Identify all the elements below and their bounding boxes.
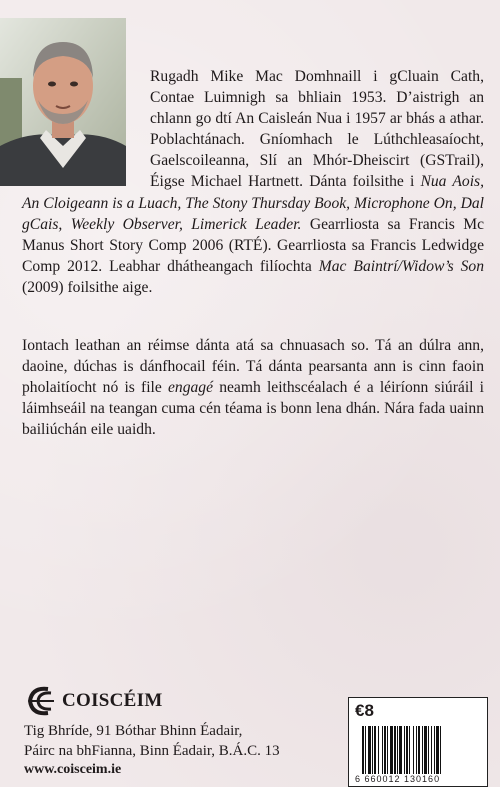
barcode-bar (390, 726, 393, 774)
review-part1: Iontach leathan an réimse dánta atá sa chnuasach so. Tá an dúlra ann, daoine, dúchas is dánfhocail féin. Tá dánta pearsanta ann is cinn faoin pholaitíocht nó is file (22, 337, 484, 397)
barcode-bar (413, 726, 414, 774)
barcode-bar (387, 726, 388, 774)
bio-book-title: Mac Baintrí/Widow’s Son (318, 257, 484, 275)
review-italic-word: engagé (167, 379, 214, 397)
bio-awards: Gearrliosta sa Francis Mc Manus Short Story Comp 2006 (RTÉ). Gearrliosta sa Francis Ledwidge Comp 2012. Leabhar dhátheangach filíochta (22, 215, 484, 275)
barcode-bar (365, 726, 366, 774)
barcode-bar (399, 726, 402, 774)
barcode-bar (434, 726, 435, 774)
barcode-bar (362, 726, 364, 774)
price-label: €8 (355, 701, 374, 720)
barcode-bar (382, 726, 383, 774)
book-review (22, 335, 484, 440)
publisher-address (24, 721, 324, 761)
barcode-bar (440, 726, 441, 774)
bio-intro: Rugadh Mike Mac Domhnaill i gCluain Cath, Contae Luimnigh sa bhliain 1953. D’aistrigh an chlann go dtí An Caisleán Nua i 1957 ar bhás a athar. Poblachtánach. Gníomhach le Lúthchleasaíocht, Gaelscoileanna, Slí an Mhór-Dheiscirt (GSTrail), Éigse Michael Hartnett. Dánta foilsithe i (150, 68, 484, 191)
barcode-icon (361, 726, 477, 774)
barcode-bar (418, 726, 420, 774)
publisher-name: COISCÉIM (62, 690, 163, 711)
price-barcode-box (348, 697, 488, 787)
barcode-digits: 6 660012 130160 (355, 774, 441, 784)
barcode-bar (378, 726, 379, 774)
coisceim-logo-icon (24, 685, 58, 717)
publisher-website[interactable]: www.coisceim.ie (24, 762, 122, 777)
photo-spacer (22, 66, 150, 182)
bio-publications: Nua Aois, An Cloigeann is a Luach, The Stony Thursday Book, Microphone On, Dal gCais, Weekly Observer, Limerick Leader. (22, 173, 484, 233)
author-bio (22, 66, 484, 298)
address-line-2: Páirc na bhFianna, Binn Éadair, B.Á.C. 13 (24, 743, 280, 759)
barcode-bar (424, 726, 427, 774)
barcode-bar (406, 726, 408, 774)
barcode-bar (397, 726, 398, 774)
barcode-bar (374, 726, 376, 774)
barcode-bar (422, 726, 423, 774)
barcode-bar (384, 726, 386, 774)
bio-book-tail: (2009) foilsithe aige. (22, 278, 153, 296)
barcode-bar (431, 726, 432, 774)
review-part2: neamh leithscéalach é a léiríonn siúráil i láimhseáil na teangan cuma cén téama is bonn lena dhán. Nára fada uainn bailiúchán eile uaidh. (22, 379, 485, 439)
publisher-block (24, 685, 324, 761)
barcode-bar (394, 726, 396, 774)
barcode-bar (404, 726, 405, 774)
barcode-bar (436, 726, 439, 774)
barcode-bar (416, 726, 417, 774)
barcode-bar (372, 726, 373, 774)
address-line-1: Tig Bhríde, 91 Bóthar Bhinn Éadair, (24, 723, 243, 739)
barcode-bar (368, 726, 371, 774)
barcode-bar (409, 726, 410, 774)
barcode-bar (428, 726, 429, 774)
publisher-logo (24, 685, 324, 717)
